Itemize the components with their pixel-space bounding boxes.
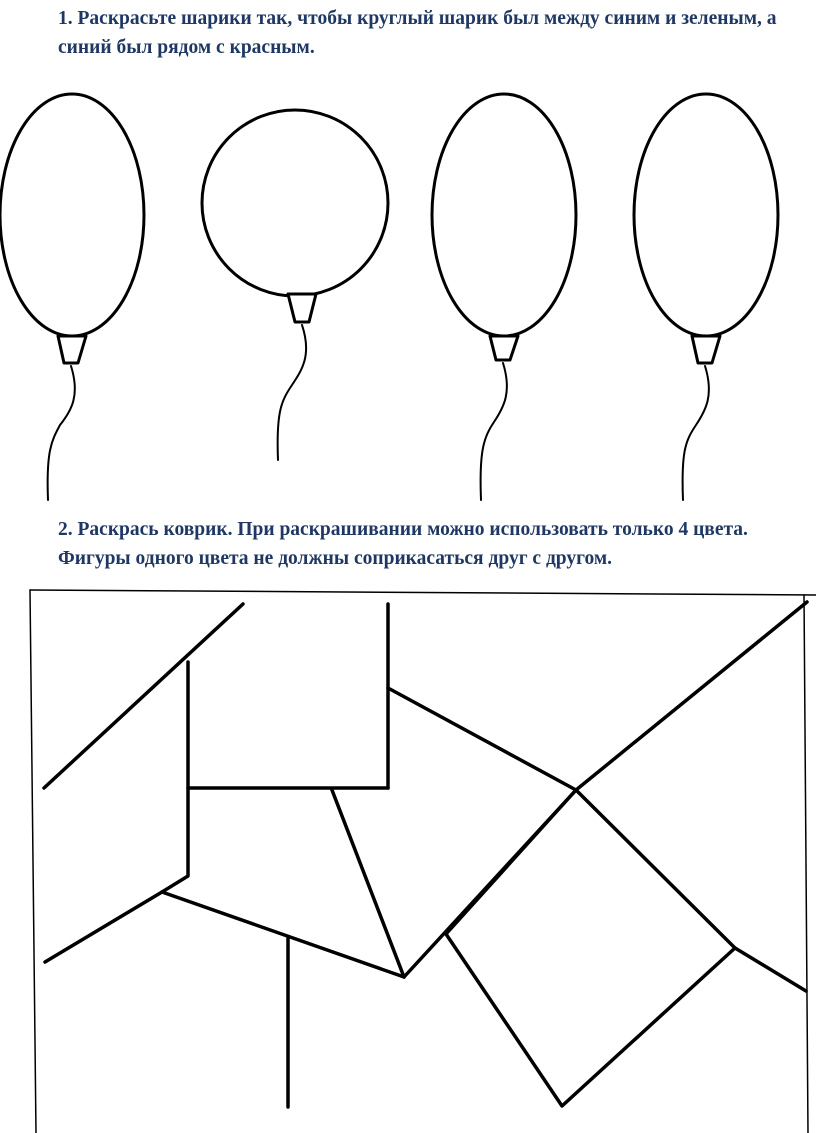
balloon-oval-2[interactable] [432,94,576,500]
rug-lines [44,602,807,1107]
rug[interactable] [30,590,816,1133]
rug-border [30,590,816,1133]
balloon-round[interactable] [202,110,388,460]
task-2-text: Раскрась коврик. При раскрашивании можно использовать только 4 цвета. Фигуры одного цвета не должны соприкасаться друг с другом. [58,519,748,569]
task-1-text: Раскрасьте шарики так, чтобы круглый шарик был между синим и зеленым, а синий был рядом с красным. [58,8,777,58]
task-2-heading [58,515,798,573]
task-2-number: 2. [58,519,73,540]
balloon-oval-3[interactable] [634,94,778,500]
balloon-oval-1[interactable] [0,94,144,500]
task-1-number: 1. [58,8,73,29]
